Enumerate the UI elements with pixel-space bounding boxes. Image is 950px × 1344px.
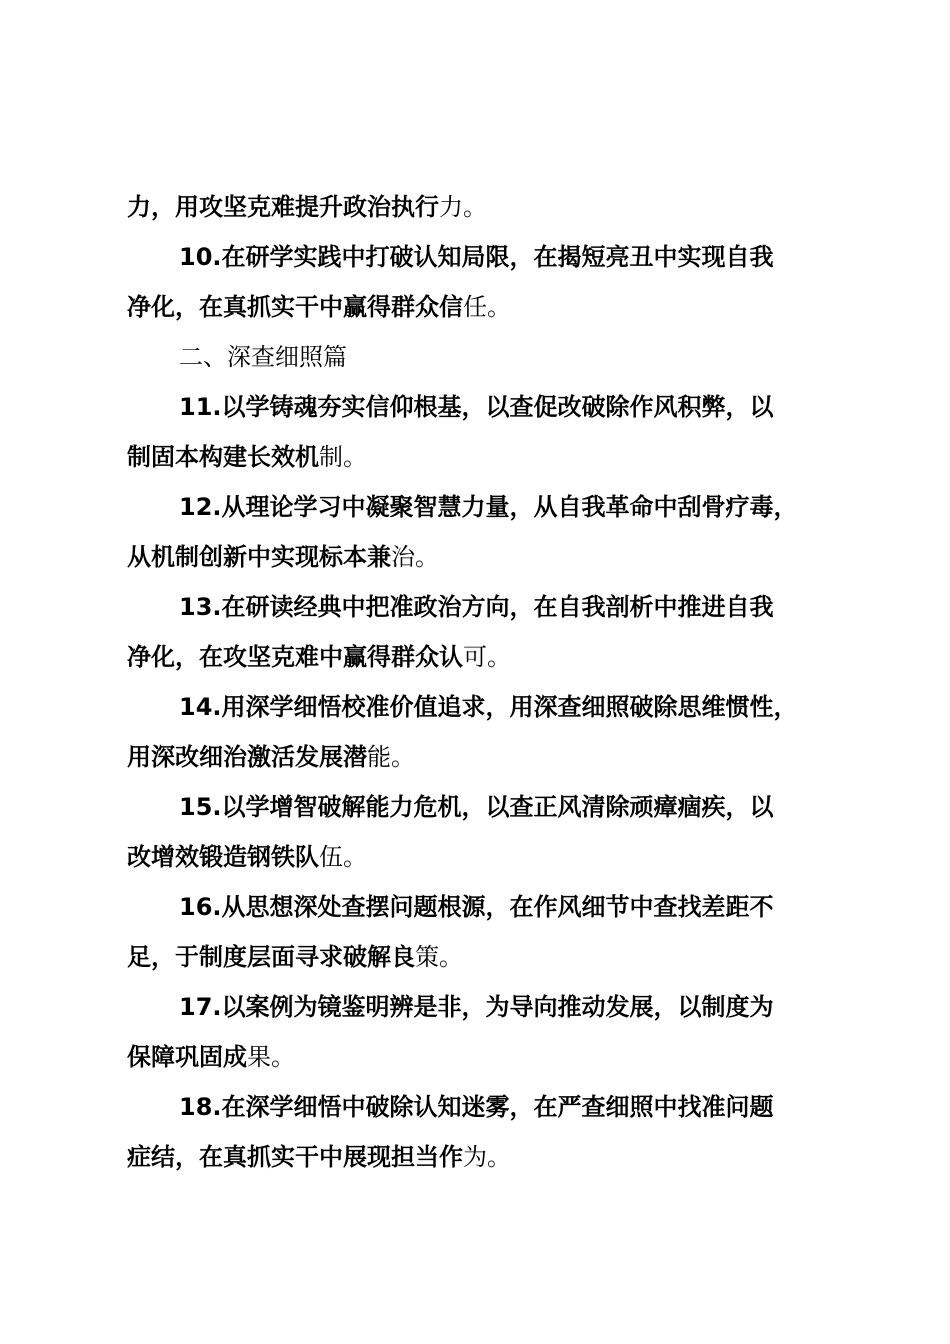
paragraph-text-bold: 症结，在真抓实干中展现担当作 bbox=[127, 1143, 463, 1171]
paragraph-text-normal: 策。 bbox=[415, 943, 463, 971]
paragraph-line bbox=[127, 582, 837, 632]
paragraph-9-continuation bbox=[127, 182, 837, 232]
paragraph-11 bbox=[127, 382, 837, 482]
paragraph-line bbox=[127, 382, 837, 432]
paragraph-text-normal: 力。 bbox=[439, 193, 487, 221]
document-page bbox=[127, 182, 837, 1182]
paragraph-text-bold: 15.以学增智破解能力危机，以查正风清除顽瘴痼疾，以 bbox=[179, 793, 774, 821]
paragraph-line bbox=[127, 1132, 837, 1182]
paragraph-line bbox=[127, 982, 837, 1032]
paragraph-10 bbox=[127, 232, 837, 332]
paragraph-text-bold: 力，用攻坚克难提升政治执行 bbox=[127, 193, 439, 221]
paragraph-text-bold: 11.以学铸魂夯实信仰根基，以查促改破除作风积弊，以 bbox=[179, 393, 774, 421]
paragraph-text-normal: 果。 bbox=[247, 1043, 295, 1071]
paragraph-text-normal: 治。 bbox=[391, 543, 439, 571]
paragraph-text-bold: 用深改细治激活发展潜 bbox=[127, 743, 367, 771]
paragraph-line bbox=[127, 682, 837, 732]
paragraph-line bbox=[127, 232, 837, 282]
paragraph-text-bold: 13.在研读经典中把准政治方向，在自我剖析中推进自我 bbox=[179, 593, 774, 621]
paragraph-line bbox=[127, 532, 837, 582]
paragraph-text-bold: 18.在深学细悟中破除认知迷雾，在严查细照中找准问题 bbox=[179, 1093, 774, 1121]
paragraph-17 bbox=[127, 982, 837, 1082]
paragraph-16 bbox=[127, 882, 837, 982]
paragraph-text-bold: 保障巩固成 bbox=[127, 1043, 247, 1071]
paragraph-15 bbox=[127, 782, 837, 882]
paragraph-14 bbox=[127, 682, 837, 782]
paragraph-text-normal: 可。 bbox=[463, 643, 511, 671]
paragraph-text-normal: 伍。 bbox=[319, 843, 367, 871]
paragraph-text-bold: 足，于制度层面寻求破解良 bbox=[127, 943, 415, 971]
paragraph-text-normal: 制。 bbox=[319, 443, 367, 471]
paragraph-text-normal: 任。 bbox=[463, 293, 511, 321]
paragraph-text-normal: 为。 bbox=[463, 1143, 511, 1171]
paragraph-line bbox=[127, 482, 837, 532]
paragraph-line bbox=[127, 632, 837, 682]
paragraph-text-bold: 净化，在真抓实干中赢得群众信 bbox=[127, 293, 463, 321]
paragraph-text-bold: 改增效锻造钢铁队 bbox=[127, 843, 319, 871]
paragraph-text-bold: 17.以案例为镜鉴明辨是非，为导向推动发展，以制度为 bbox=[179, 993, 774, 1021]
paragraph-line bbox=[127, 882, 837, 932]
paragraph-text-normal: 能。 bbox=[367, 743, 415, 771]
paragraph-text-bold: 净化，在攻坚克难中赢得群众认 bbox=[127, 643, 463, 671]
paragraph-line bbox=[127, 732, 837, 782]
paragraph-18 bbox=[127, 1082, 837, 1182]
paragraph-line bbox=[127, 832, 837, 882]
paragraph-text-bold: 10.在研学实践中打破认知局限，在揭短亮丑中实现自我 bbox=[179, 243, 774, 271]
paragraph-line bbox=[127, 432, 837, 482]
paragraph-line bbox=[127, 1082, 837, 1132]
paragraph-12 bbox=[127, 482, 837, 582]
paragraph-text-bold: 16.从思想深处查摆问题根源，在作风细节中查找差距不 bbox=[179, 893, 774, 921]
paragraph-line bbox=[127, 932, 837, 982]
paragraph-line bbox=[127, 282, 837, 332]
section-heading: 二、深查细照篇 bbox=[179, 343, 347, 371]
paragraph-text-bold: 制固本构建长效机 bbox=[127, 443, 319, 471]
paragraph-text-bold: 12.从理论学习中凝聚智慧力量，从自我革命中刮骨疗毒， bbox=[179, 493, 798, 521]
paragraph-13 bbox=[127, 582, 837, 682]
paragraph-text-bold: 从机制创新中实现标本兼 bbox=[127, 543, 391, 571]
paragraph-line bbox=[127, 782, 837, 832]
paragraph-line bbox=[127, 1032, 837, 1082]
paragraph-text-bold: 14.用深学细悟校准价值追求，用深查细照破除思维惯性， bbox=[179, 693, 798, 721]
